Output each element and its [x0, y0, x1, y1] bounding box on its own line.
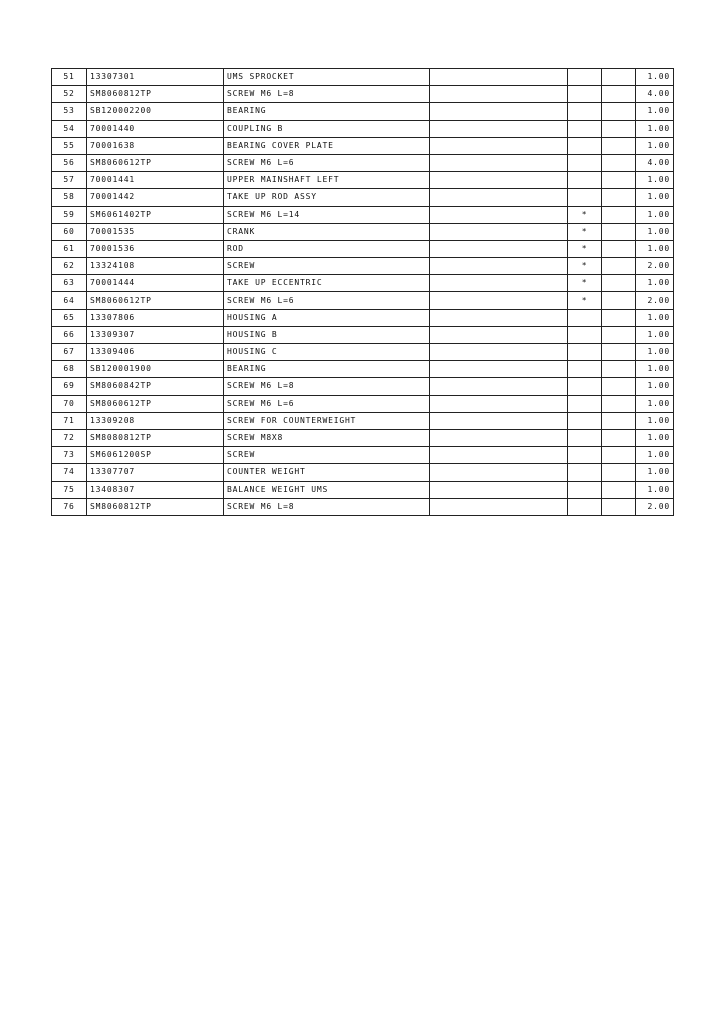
blank-cell — [430, 154, 568, 171]
mark-cell — [568, 172, 602, 189]
part-number-cell: SM8060842TP — [87, 378, 224, 395]
description-cell: SCREW — [224, 447, 430, 464]
table-row — [52, 189, 674, 206]
blank-cell — [430, 344, 568, 361]
description-cell: HOUSING B — [224, 326, 430, 343]
item-number-cell: 57 — [52, 172, 87, 189]
part-number-cell: SM6061200SP — [87, 447, 224, 464]
item-number-cell: 59 — [52, 206, 87, 223]
blank-cell — [430, 120, 568, 137]
part-number-cell: 13307806 — [87, 309, 224, 326]
item-number-cell: 74 — [52, 464, 87, 481]
mark-cell — [568, 69, 602, 86]
mark-cell: * — [568, 258, 602, 275]
mark-cell: * — [568, 240, 602, 257]
description-cell: SCREW M6 L=8 — [224, 86, 430, 103]
quantity-cell: 1.00 — [636, 481, 674, 498]
part-number-cell: SM8080812TP — [87, 429, 224, 446]
quantity-cell: 1.00 — [636, 326, 674, 343]
item-number-cell: 53 — [52, 103, 87, 120]
item-number-cell: 68 — [52, 361, 87, 378]
table-row — [52, 137, 674, 154]
table-row — [52, 103, 674, 120]
mark-cell: * — [568, 223, 602, 240]
description-cell: SCREW M6 L=6 — [224, 154, 430, 171]
blank-cell — [602, 69, 636, 86]
blank-cell — [430, 481, 568, 498]
blank-cell — [602, 395, 636, 412]
blank-cell — [602, 412, 636, 429]
quantity-cell: 1.00 — [636, 412, 674, 429]
description-cell: BALANCE WEIGHT UMS — [224, 481, 430, 498]
blank-cell — [430, 361, 568, 378]
part-number-cell: 13309208 — [87, 412, 224, 429]
table-row — [52, 240, 674, 257]
quantity-cell: 1.00 — [636, 447, 674, 464]
quantity-cell: 1.00 — [636, 103, 674, 120]
quantity-cell: 1.00 — [636, 206, 674, 223]
blank-cell — [430, 172, 568, 189]
table-row — [52, 429, 674, 446]
item-number-cell: 70 — [52, 395, 87, 412]
quantity-cell: 2.00 — [636, 292, 674, 309]
quantity-cell: 1.00 — [636, 120, 674, 137]
table-row — [52, 412, 674, 429]
quantity-cell: 1.00 — [636, 395, 674, 412]
blank-cell — [602, 498, 636, 515]
description-cell: SCREW M8X8 — [224, 429, 430, 446]
table-row — [52, 223, 674, 240]
item-number-cell: 65 — [52, 309, 87, 326]
blank-cell — [602, 326, 636, 343]
part-number-cell: 70001535 — [87, 223, 224, 240]
mark-cell — [568, 326, 602, 343]
quantity-cell: 1.00 — [636, 378, 674, 395]
blank-cell — [430, 223, 568, 240]
table-row — [52, 258, 674, 275]
part-number-cell: SB120002200 — [87, 103, 224, 120]
mark-cell — [568, 189, 602, 206]
mark-cell — [568, 309, 602, 326]
quantity-cell: 1.00 — [636, 240, 674, 257]
mark-cell: * — [568, 275, 602, 292]
blank-cell — [430, 69, 568, 86]
mark-cell — [568, 154, 602, 171]
quantity-cell: 1.00 — [636, 275, 674, 292]
table-row — [52, 172, 674, 189]
description-cell: TAKE UP ECCENTRIC — [224, 275, 430, 292]
description-cell: SCREW M6 L=6 — [224, 292, 430, 309]
description-cell: TAKE UP ROD ASSY — [224, 189, 430, 206]
blank-cell — [430, 395, 568, 412]
item-number-cell: 54 — [52, 120, 87, 137]
item-number-cell: 66 — [52, 326, 87, 343]
quantity-cell: 1.00 — [636, 137, 674, 154]
item-number-cell: 60 — [52, 223, 87, 240]
item-number-cell: 76 — [52, 498, 87, 515]
part-number-cell: 13307301 — [87, 69, 224, 86]
quantity-cell: 4.00 — [636, 154, 674, 171]
mark-cell — [568, 120, 602, 137]
blank-cell — [602, 137, 636, 154]
blank-cell — [430, 189, 568, 206]
part-number-cell: 70001638 — [87, 137, 224, 154]
part-number-cell: 13309307 — [87, 326, 224, 343]
description-cell: BEARING — [224, 103, 430, 120]
mark-cell — [568, 361, 602, 378]
blank-cell — [430, 258, 568, 275]
description-cell: BEARING — [224, 361, 430, 378]
mark-cell — [568, 395, 602, 412]
table-row — [52, 481, 674, 498]
quantity-cell: 1.00 — [636, 223, 674, 240]
mark-cell — [568, 429, 602, 446]
table-row — [52, 326, 674, 343]
blank-cell — [430, 240, 568, 257]
quantity-cell: 1.00 — [636, 361, 674, 378]
item-number-cell: 51 — [52, 69, 87, 86]
description-cell: SCREW M6 L=8 — [224, 378, 430, 395]
blank-cell — [602, 223, 636, 240]
blank-cell — [430, 412, 568, 429]
description-cell: SCREW FOR COUNTERWEIGHT — [224, 412, 430, 429]
item-number-cell: 71 — [52, 412, 87, 429]
description-cell: ROD — [224, 240, 430, 257]
item-number-cell: 56 — [52, 154, 87, 171]
description-cell: HOUSING A — [224, 309, 430, 326]
blank-cell — [602, 378, 636, 395]
item-number-cell: 58 — [52, 189, 87, 206]
blank-cell — [602, 154, 636, 171]
description-cell: UPPER MAINSHAFT LEFT — [224, 172, 430, 189]
table-row — [52, 309, 674, 326]
part-number-cell: 13324108 — [87, 258, 224, 275]
table-row — [52, 344, 674, 361]
item-number-cell: 64 — [52, 292, 87, 309]
mark-cell — [568, 498, 602, 515]
quantity-cell: 1.00 — [636, 172, 674, 189]
item-number-cell: 73 — [52, 447, 87, 464]
mark-cell — [568, 481, 602, 498]
blank-cell — [430, 309, 568, 326]
description-cell: SCREW M6 L=14 — [224, 206, 430, 223]
item-number-cell: 62 — [52, 258, 87, 275]
part-number-cell: 70001536 — [87, 240, 224, 257]
blank-cell — [430, 206, 568, 223]
description-cell: CRANK — [224, 223, 430, 240]
item-number-cell: 69 — [52, 378, 87, 395]
table-row — [52, 292, 674, 309]
blank-cell — [430, 292, 568, 309]
blank-cell — [602, 189, 636, 206]
quantity-cell: 1.00 — [636, 429, 674, 446]
table-row — [52, 154, 674, 171]
part-number-cell: 13309406 — [87, 344, 224, 361]
part-number-cell: SM8060612TP — [87, 395, 224, 412]
quantity-cell: 1.00 — [636, 189, 674, 206]
table-row — [52, 378, 674, 395]
table-row — [52, 498, 674, 515]
mark-cell — [568, 464, 602, 481]
part-number-cell: 70001441 — [87, 172, 224, 189]
table-row — [52, 275, 674, 292]
description-cell: SCREW M6 L=6 — [224, 395, 430, 412]
mark-cell: * — [568, 206, 602, 223]
item-number-cell: 63 — [52, 275, 87, 292]
quantity-cell: 1.00 — [636, 69, 674, 86]
item-number-cell: 52 — [52, 86, 87, 103]
item-number-cell: 72 — [52, 429, 87, 446]
part-number-cell: 70001442 — [87, 189, 224, 206]
blank-cell — [430, 103, 568, 120]
blank-cell — [602, 464, 636, 481]
mark-cell — [568, 447, 602, 464]
blank-cell — [430, 447, 568, 464]
description-cell: COUPLING B — [224, 120, 430, 137]
blank-cell — [430, 429, 568, 446]
blank-cell — [602, 292, 636, 309]
part-number-cell: SM8060812TP — [87, 498, 224, 515]
parts-table — [51, 68, 674, 516]
table-row — [52, 395, 674, 412]
part-number-cell: 70001444 — [87, 275, 224, 292]
part-number-cell: SB120001900 — [87, 361, 224, 378]
table-row — [52, 69, 674, 86]
mark-cell — [568, 103, 602, 120]
blank-cell — [602, 481, 636, 498]
part-number-cell: SM8060612TP — [87, 292, 224, 309]
blank-cell — [602, 447, 636, 464]
table-row — [52, 361, 674, 378]
description-cell: HOUSING C — [224, 344, 430, 361]
quantity-cell: 2.00 — [636, 258, 674, 275]
blank-cell — [602, 275, 636, 292]
table-row — [52, 206, 674, 223]
mark-cell — [568, 86, 602, 103]
mark-cell: * — [568, 292, 602, 309]
part-number-cell: SM6061402TP — [87, 206, 224, 223]
blank-cell — [430, 275, 568, 292]
blank-cell — [602, 120, 636, 137]
part-number-cell: SM8060612TP — [87, 154, 224, 171]
part-number-cell: 13408307 — [87, 481, 224, 498]
blank-cell — [430, 86, 568, 103]
blank-cell — [602, 240, 636, 257]
quantity-cell: 1.00 — [636, 464, 674, 481]
table-row — [52, 120, 674, 137]
blank-cell — [430, 137, 568, 154]
table-row — [52, 86, 674, 103]
mark-cell — [568, 378, 602, 395]
blank-cell — [602, 429, 636, 446]
blank-cell — [602, 86, 636, 103]
quantity-cell: 1.00 — [636, 344, 674, 361]
table-row — [52, 447, 674, 464]
table-row — [52, 464, 674, 481]
part-number-cell: 70001440 — [87, 120, 224, 137]
blank-cell — [602, 344, 636, 361]
part-number-cell: SM8060812TP — [87, 86, 224, 103]
quantity-cell: 4.00 — [636, 86, 674, 103]
part-number-cell: 13307707 — [87, 464, 224, 481]
description-cell: COUNTER WEIGHT — [224, 464, 430, 481]
blank-cell — [430, 378, 568, 395]
description-cell: UMS SPROCKET — [224, 69, 430, 86]
mark-cell — [568, 344, 602, 361]
blank-cell — [602, 103, 636, 120]
blank-cell — [602, 361, 636, 378]
mark-cell — [568, 137, 602, 154]
mark-cell — [568, 412, 602, 429]
description-cell: BEARING COVER PLATE — [224, 137, 430, 154]
item-number-cell: 61 — [52, 240, 87, 257]
blank-cell — [430, 498, 568, 515]
quantity-cell: 1.00 — [636, 309, 674, 326]
blank-cell — [430, 326, 568, 343]
parts-table-body — [52, 69, 674, 516]
blank-cell — [602, 206, 636, 223]
blank-cell — [602, 172, 636, 189]
blank-cell — [602, 309, 636, 326]
quantity-cell: 2.00 — [636, 498, 674, 515]
item-number-cell: 67 — [52, 344, 87, 361]
blank-cell — [430, 464, 568, 481]
item-number-cell: 75 — [52, 481, 87, 498]
description-cell: SCREW M6 L=8 — [224, 498, 430, 515]
blank-cell — [602, 258, 636, 275]
item-number-cell: 55 — [52, 137, 87, 154]
description-cell: SCREW — [224, 258, 430, 275]
